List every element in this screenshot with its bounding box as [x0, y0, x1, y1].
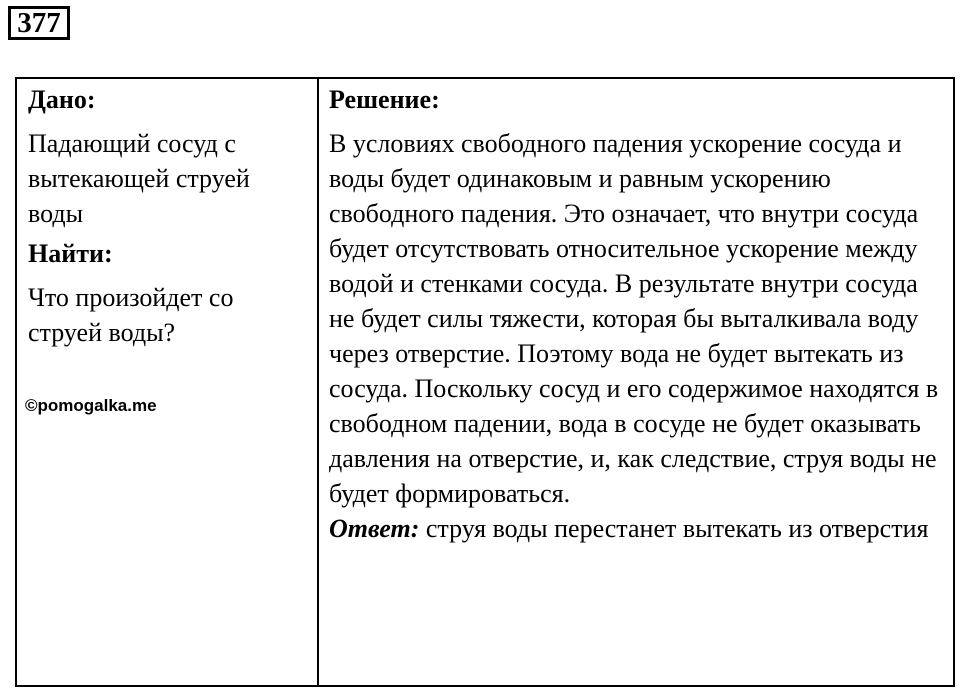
given-text: Падающий сосуд с вытекающей струей воды [28, 129, 250, 228]
column-divider [317, 79, 319, 685]
answer-text: струя воды перестанет вытекать из отверстия [425, 514, 929, 543]
given-label: Дано: [28, 85, 96, 114]
find-text: Что произойдет со струей воды? [28, 283, 234, 347]
answer-line [329, 511, 949, 546]
find-label: Найти: [28, 239, 113, 268]
watermark: ©pomogalka.me [25, 396, 157, 415]
solution-table [15, 77, 955, 687]
solution-column [329, 83, 949, 546]
given-column [25, 83, 308, 416]
solution-label: Решение: [329, 85, 440, 114]
answer-label: Ответ: [329, 514, 420, 543]
problem-number: 377 [8, 6, 70, 40]
solution-text: В условиях свободного падения ускорение сосуда и воды будет одинаковым и равным ускорению свободного падения. Это означает, что внутри сосуда будет отсутствовать относительное ускорение между водой и стенками сосуда. В результате внутри сосуда не будет силы тяжести, которая бы выталкивала воду через отверстие. Поэтому вода не будет вытекать из сосуда. Поскольку сосуд и его содержимое находятся в свободном падении, вода в сосуде не будет оказывать давления на отверстие, и, как следствие, струя воды не будет формироваться. [329, 129, 939, 508]
